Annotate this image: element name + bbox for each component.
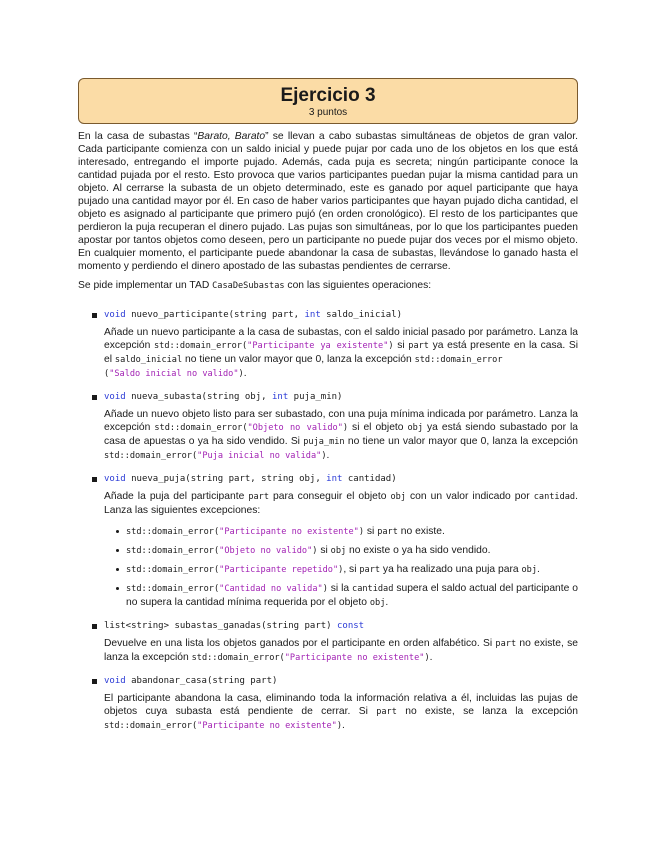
intro-text-start: En la casa de subastas “ [78,131,198,142]
exception-item: std::domain_error("Participante no existente") si part no existe. [104,525,578,539]
operation-item [78,309,578,381]
inline-code: obj [407,423,424,433]
square-bullet-icon [92,313,97,318]
signature-text: puja_min) [288,392,343,402]
inline-code: part [376,707,397,717]
exception-code: std::domain_error("Puja inicial no valida") [104,451,327,461]
operation-item [78,620,578,665]
desc-text: Añade un nuevo participante a la casa de subastas, con el saldo inicial pasado por parámetro. Lanza la excepción [104,327,578,351]
inline-code: saldo_inicial [114,355,183,365]
keyword: int [272,392,289,402]
operation-item [78,391,578,463]
signature-text: list<string> subastas_ganadas(string part) [104,621,337,631]
signature-text: cantidad) [342,474,397,484]
signature-text: nuevo_participante(string part, [125,310,305,320]
keyword: int [304,310,321,320]
signature-text: nueva_puja(string part, string obj, [125,474,327,484]
dot-bullet-icon [116,587,119,590]
operation-description: Añade un nuevo participante a la casa de subastas, con el saldo inicial pasado por parámetro. Lanza la excepción std::domain_error("Participante ya existente") si part ya está presente en la casa. Si el saldo_inicial no tiene un valor mayor que 0, lanza la excepción std::domain_error ("Saldo inicial no valido"). [104,327,578,379]
inline-code: puja_min [303,437,345,447]
exception-code: std::domain_error("Participante no existente") [191,653,430,663]
square-bullet-icon [92,477,97,482]
operation-signature [104,675,578,688]
exercise-page [78,78,578,743]
operations-list [78,309,578,733]
exceptions-list [104,525,578,610]
dot-bullet-icon [116,530,119,533]
operation-description: Devuelve en una lista los objetos ganados por el participante en orden alfabético. Si part no existe, se lanza la excepción std::domain_error("Participante no existente"). [104,638,578,663]
signature-text: nueva_subasta(string obj, [125,392,272,402]
inline-code: part [248,492,270,502]
exception-code: std::domain_error("Participante no existente") [104,721,343,731]
operation-signature [104,620,578,633]
exception-code: std::domain_error ("Saldo inicial no valido") [104,355,503,379]
exercise-points: 3 puntos [308,107,348,118]
inline-code: part [495,639,517,649]
inline-code: part [408,341,429,351]
dot-bullet-icon [116,549,119,552]
desc-text: si [393,340,409,351]
keyword: void [104,474,126,484]
operation-signature [104,309,578,322]
operation-description: Añade la puja del participante part para conseguir el objeto obj con un valor indicado por cantidad. Lanza las siguientes excepciones: [104,491,578,516]
square-bullet-icon [92,679,97,684]
operation-signature [104,473,578,486]
exception-code: std::domain_error("Objeto no valido") [154,423,349,433]
exception-item: std::domain_error("Participante repetido"), si part ya ha realizado una puja para obj. [104,563,578,577]
operation-item [78,675,578,733]
keyword: const [337,621,365,631]
operation-item [78,473,578,610]
desc-text: ya está presente en la casa. Si el [104,340,578,365]
keyword: void [104,310,126,320]
inline-code: obj [390,492,406,502]
operation-signature [104,391,578,404]
intro-paragraph [78,130,578,273]
signature-text: abandonar_casa(string part) [125,676,278,686]
keyword: int [326,474,343,484]
task-text-end: con las siguientes operaciones: [284,280,432,291]
dot-bullet-icon [116,568,119,571]
keyword: void [104,392,126,402]
task-paragraph [78,279,578,293]
task-text-start: Se pide implementar un TAD [78,280,213,291]
square-bullet-icon [92,395,97,400]
operation-description: El participante abandona la casa, eliminando toda la información relativa a él, incluidas las pujas de objetos cuya subasta está pendiente de cerrar. Si part no existe, se lanza la excepción std::domain_error("Participante no existente"). [104,693,578,731]
tad-name: CasaDeSubastas [212,281,285,291]
exception-item: std::domain_error("Objeto no valido") si obj no existe o ya ha sido vendido. [104,544,578,558]
square-bullet-icon [92,624,97,629]
desc-text: no tiene un valor mayor que 0, lanza la excepción [182,354,415,365]
exception-item: std::domain_error("Cantidad no valida") si la cantidad supera el saldo actual del participante o no supera la cantidad mínima requerida por el objeto obj. [104,582,578,610]
intro-text-rest: ” se llevan a cabo subastas simultáneas de objetos de gran valor. Cada participante comienza con un saldo inicial y puede pujar por cada uno de los objetos en los que está interesado, entregando el importe pujado. Además, cada puja es secreta; ningún participante conoce la cantidad pujada por el resto. Esto provoca que varios participantes puedan pujar la misma cantidad para un objeto. Al cerrarse la subasta de un objeto determinado, este es ganado por aquel participante que haya pujado una cantidad mayor por él. En caso de haber varios participantes que hayan pujado dicha cantidad, el objeto es asignado al participante que primero pujó (en orden cronológico). El resto de los participantes que perdieron la puja recuperan el dinero pujado. Las pujas son simultáneas, por lo que los participantes pueden apostar por tantos objetos como deseen, pero un participante no puede pujar dos veces por el mismo objeto. En cualquier momento, el participante puede abandonar la casa de subastas, llevándose lo ganado hasta el momento y perdiendo el dinero apostado de las subastas pendientes de cerrarse. [78,131,579,272]
auction-house-name: Barato, Barato [197,131,266,142]
operation-description: Añade un nuevo objeto listo para ser subastado, con una puja mínima indicada por parámetro. Lanza la excepción std::domain_error("Objeto no valido") si el objeto obj ya está siendo subastado por la casa de apuestas o ya ha sido vendido. Si puja_min no tiene un valor mayor que 0, lanza la excepción std::domain_error("Puja inicial no valida"). [104,409,579,461]
exercise-title: Ejercicio 3 [280,85,376,106]
title-box [78,78,578,124]
signature-text: saldo_inicial) [320,310,403,320]
exception-code: std::domain_error("Participante ya existente") [154,341,394,351]
keyword: void [104,676,126,686]
inline-code: cantidad [533,492,576,502]
